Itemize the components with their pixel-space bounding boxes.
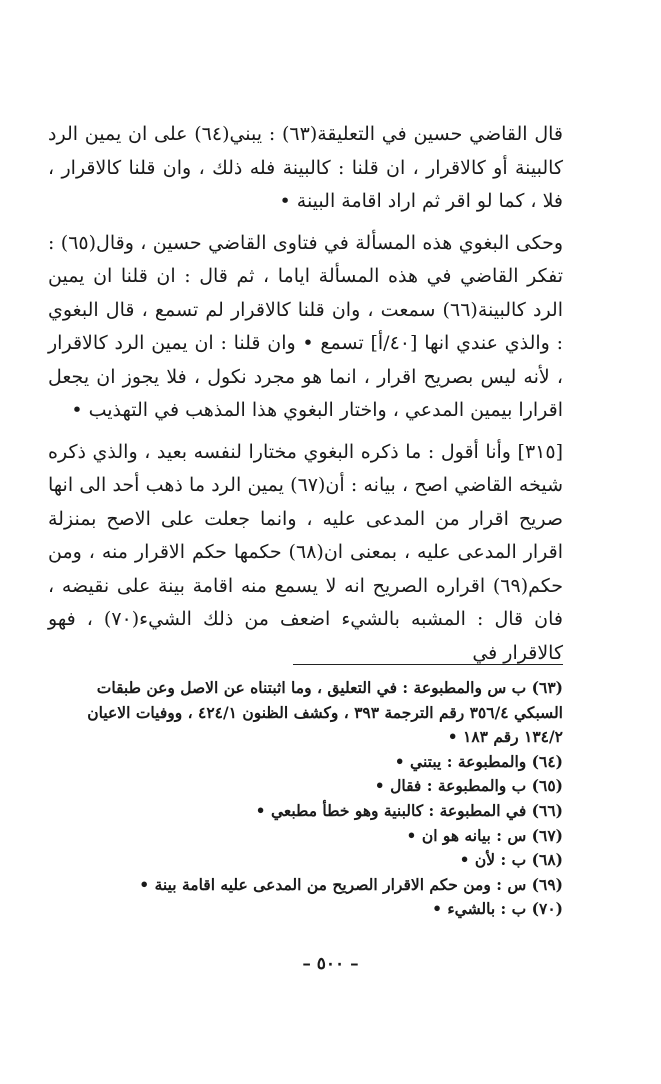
- footnote-69: (٦٩) س : ومن حكم الاقرار الصريح من المدعى عليه اقامة بينة •: [139, 874, 563, 894]
- page-number: – ٥٠٠ –: [302, 954, 359, 974]
- footnotes: [48, 676, 563, 922]
- footnote-63: (٦٣) ب س والمطبوعة : في التعليق ، وما اثبتناه عن الاصل وعن طبقات السبكي ٣٥٦/٤ رقم الترجمة ٣٩٣ ، وكشف الظنون ٤٢٤/١ ، ووفيات الاعيان ١٣٤/٢ رقم ١٨٣ •: [87, 678, 563, 747]
- footnote-67: (٦٧) س : بيانه هو ان •: [406, 825, 563, 845]
- main-text: [48, 118, 563, 670]
- footnote-68: (٦٨) ب : لأن •: [459, 850, 563, 870]
- footnote-70: (٧٠) ب : بالشيء •: [432, 899, 563, 919]
- paragraph-3: [٣١٥] وأنا أقول : ما ذكره البغوي مختارا لنفسه بعيد ، والذي ذكره شيخه القاضي اصح ، بيانه : أن(٦٧) يمين الرد ما ذهب أحد الى انها صريح اقرار من المدعى عليه ، وانما جعلت على الاصح بمنزلة اقرار المدعى عليه ، بمعنى ان(٦٨) حكمها حكم الاقرار منه ، ومن حكم(٦٩) اقراره الصريح انه لا يسمع منه اقامة بينة على نقيضه ، فان قال : المشبه بالشيء اضعف من ذلك الشيء(٧٠) ، فهو كالاقرار في: [48, 440, 564, 664]
- footnote-divider: [293, 664, 563, 665]
- paragraph-2: وحكى البغوي هذه المسألة في فتاوى القاضي حسين ، وقال(٦٥) : تفكر القاضي في هذه المسألة اياما ، ثم قال : ان قلنا ان يمين الرد كالبينة(٦٦) سمعت ، وان قلنا كالاقرار لم تسمع ، قال البغوي : والذي عندي انها [٤٠/أ] تسمع • وان قلنا : ان يمين الرد كالاقرار ، لأنه ليس بصريح اقرار ، انما هو مجرد نكول ، فلا يجوز ان يجعل اقرارا بيمين المدعي ، واختار البغوي هذا المذهب في التهذيب •: [48, 231, 563, 421]
- footnote-66: (٦٦) في المطبوعة : كالبنية وهو خطأ مطبعي •: [255, 800, 563, 820]
- paragraph-1: قال القاضي حسين في التعليقة(٦٣) : يبني(٦٤) على ان يمين الرد كالبينة أو كالاقرار ، ان قلنا : كالبينة فله ذلك ، وان قلنا كالاقرار ، فلا ، كما لو اقر ثم اراد اقامة البينة •: [48, 123, 563, 212]
- footnote-65: (٦٥) ب والمطبوعة : فقال •: [374, 776, 563, 796]
- footnote-64: (٦٤) والمطبوعة : يبتني •: [394, 751, 563, 771]
